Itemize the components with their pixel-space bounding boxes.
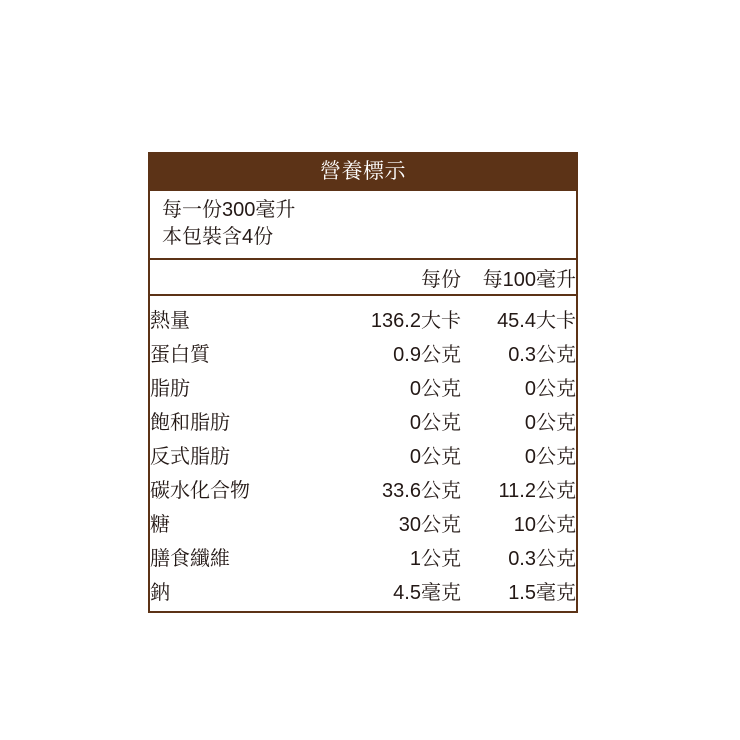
nutrient-per-serving: 0公克 xyxy=(409,411,461,434)
servings-per-container-line: 本包裝含4份 xyxy=(162,226,274,248)
table-row xyxy=(150,505,576,539)
nutrient-name: 膳食纖維 xyxy=(150,547,230,570)
nutrient-per-serving: 136.2大卡 xyxy=(370,309,461,332)
nutrient-name: 糖 xyxy=(150,513,170,536)
nutrient-name: 飽和脂肪 xyxy=(150,411,230,434)
nutrient-per-100ml: 1.5毫克 xyxy=(508,581,576,604)
table-row xyxy=(150,539,576,573)
nutrient-per-100ml: 0公克 xyxy=(524,411,576,434)
nutrient-per-serving: 33.6公克 xyxy=(382,479,461,502)
nutrition-table-head xyxy=(150,260,576,295)
serving-size-line: 每一份300毫升 xyxy=(162,199,296,221)
nutrient-per-100ml: 0公克 xyxy=(524,377,576,400)
nutrient-per-serving: 0公克 xyxy=(409,377,461,400)
nutrient-name: 碳水化合物 xyxy=(150,479,250,502)
serving-information xyxy=(150,191,576,260)
table-row xyxy=(150,403,576,437)
column-header-nutrient xyxy=(150,260,337,295)
nutrition-label-panel xyxy=(148,152,578,613)
nutrient-per-100ml: 45.4大卡 xyxy=(497,309,576,332)
table-row xyxy=(150,471,576,505)
nutrient-per-serving: 0公克 xyxy=(409,445,461,468)
nutrition-table xyxy=(150,260,576,611)
column-header-per-100ml: 每100毫升 xyxy=(461,260,576,295)
nutrient-per-100ml: 0.3公克 xyxy=(508,547,576,570)
nutrition-label-title: 營養標示 xyxy=(150,154,576,191)
table-row xyxy=(150,369,576,403)
nutrient-name: 熱量 xyxy=(150,309,190,332)
nutrient-name: 鈉 xyxy=(150,581,170,604)
nutrient-per-100ml: 0公克 xyxy=(524,445,576,468)
nutrient-name: 反式脂肪 xyxy=(150,445,230,468)
nutrient-per-serving: 0.9公克 xyxy=(393,343,461,366)
nutrient-per-serving: 4.5毫克 xyxy=(393,581,461,604)
nutrient-per-100ml: 10公克 xyxy=(513,513,576,536)
nutrient-per-100ml: 0.3公克 xyxy=(508,343,576,366)
nutrient-per-100ml: 11.2公克 xyxy=(498,479,576,502)
table-row xyxy=(150,437,576,471)
nutrient-per-serving: 1公克 xyxy=(409,547,461,570)
table-header-row xyxy=(150,260,576,295)
nutrient-name: 脂肪 xyxy=(150,377,190,400)
column-header-per-serving: 每份 xyxy=(337,260,461,295)
nutrient-name: 蛋白質 xyxy=(150,343,210,366)
table-row xyxy=(150,335,576,369)
nutrition-table-body xyxy=(150,295,576,611)
table-row xyxy=(150,573,576,611)
table-row xyxy=(150,295,576,335)
nutrient-per-serving: 30公克 xyxy=(398,513,461,536)
